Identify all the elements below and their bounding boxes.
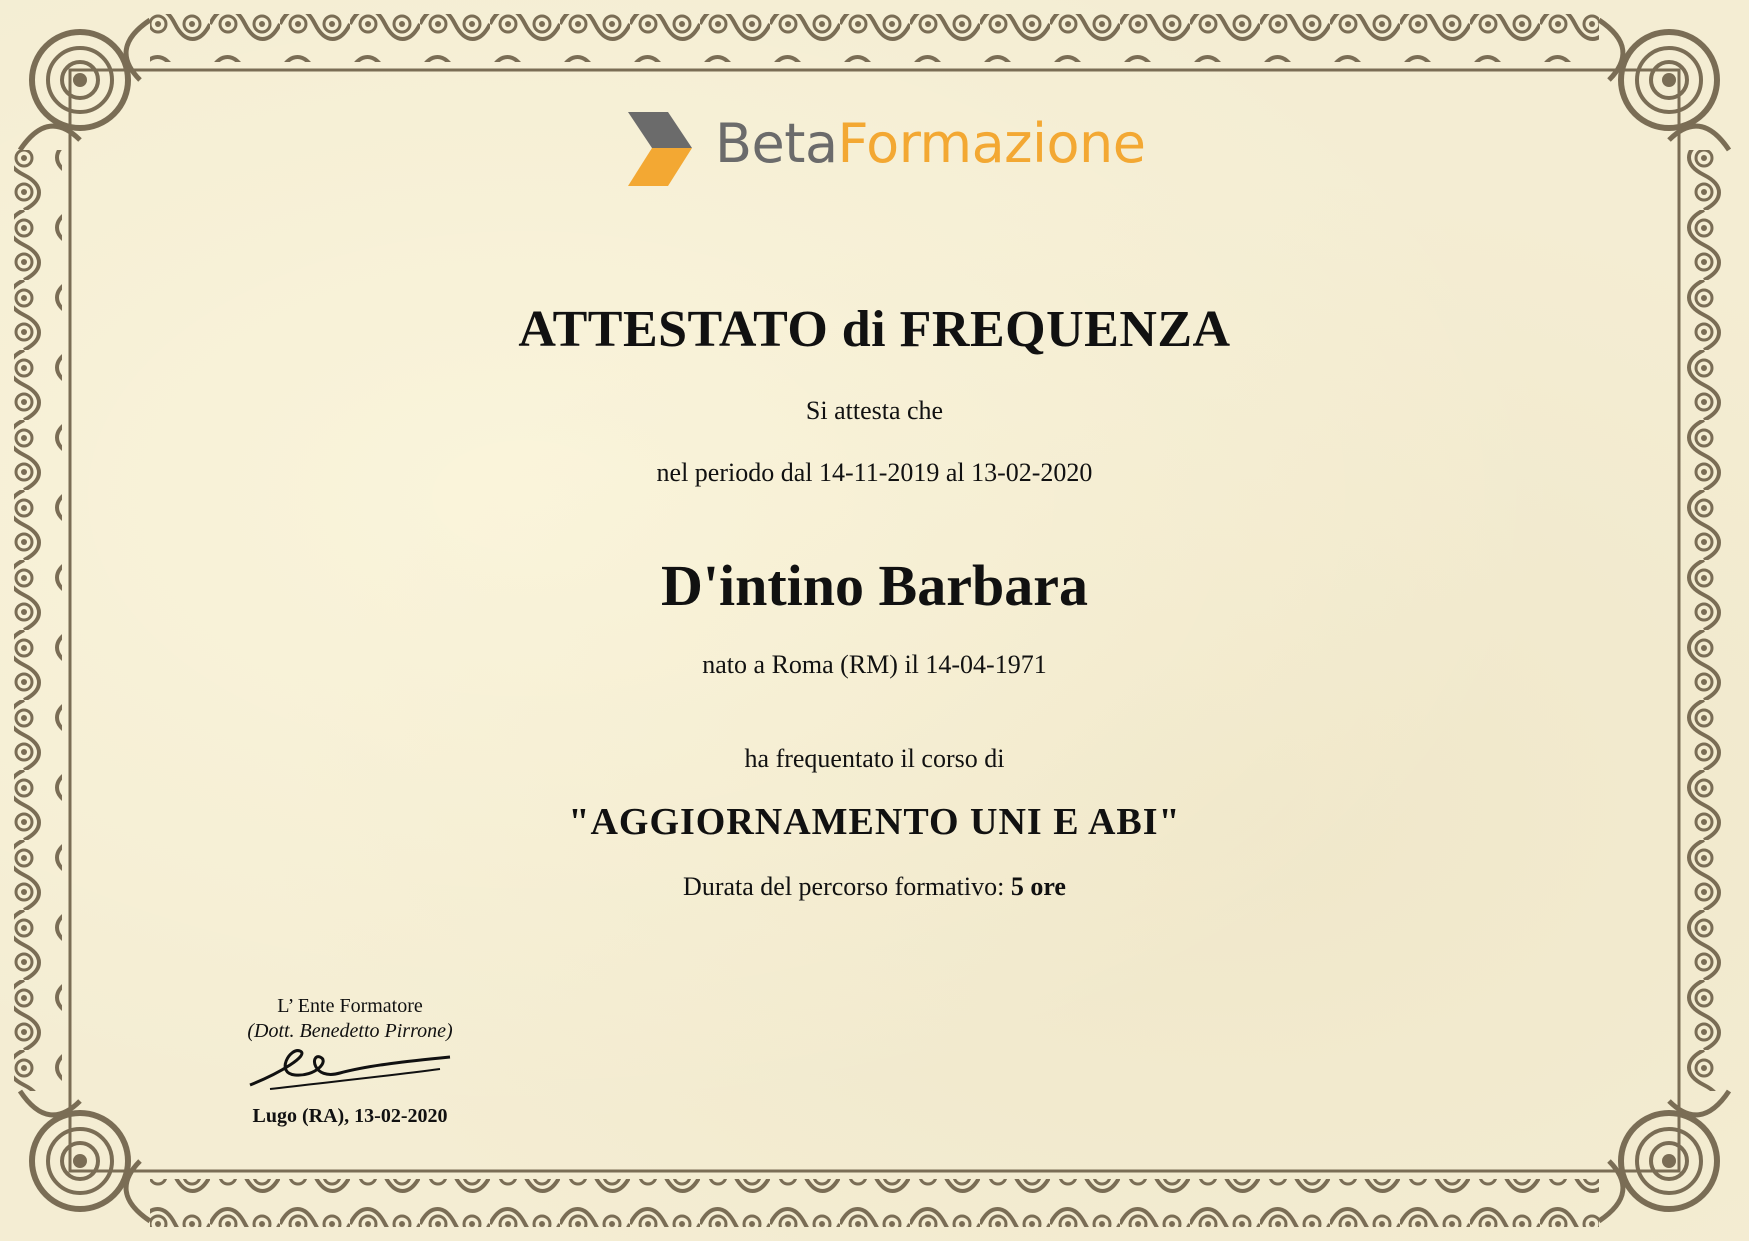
betaformazione-logo: [620, 104, 1180, 194]
place-date: Lugo (RA), 13-02-2020: [252, 1105, 448, 1127]
intro-text: Si attesta che: [805, 396, 944, 425]
course-title: "AGGIORNAMENTO UNI E ABI": [568, 801, 1181, 843]
duration-line: [0, 872, 1749, 902]
birth-details: nato a Roma (RM) il 14-04-1971: [702, 650, 1047, 679]
logo-text-formazione: Formazione: [837, 112, 1146, 175]
attended-text: ha frequentato il corso di: [744, 744, 1005, 773]
certificate-title: ATTESTATO di FREQUENZA: [518, 301, 1231, 358]
logo-chevron-icon: [620, 108, 710, 188]
signer-name: (Dott. Benedetto Pirrone): [247, 1020, 453, 1042]
period-text: nel periodo dal 14-11-2019 al 13-02-2020: [656, 458, 1093, 487]
handwritten-signature: [240, 1043, 460, 1093]
signature-label: L’ Ente Formatore: [277, 995, 423, 1017]
recipient-name: D'intino Barbara: [661, 553, 1088, 618]
signature-block: [220, 995, 480, 1093]
logo-text-beta: Beta: [715, 112, 838, 175]
duration-value: 5 ore: [1010, 872, 1066, 901]
duration-label: Durata del percorso formativo:: [683, 872, 1005, 901]
